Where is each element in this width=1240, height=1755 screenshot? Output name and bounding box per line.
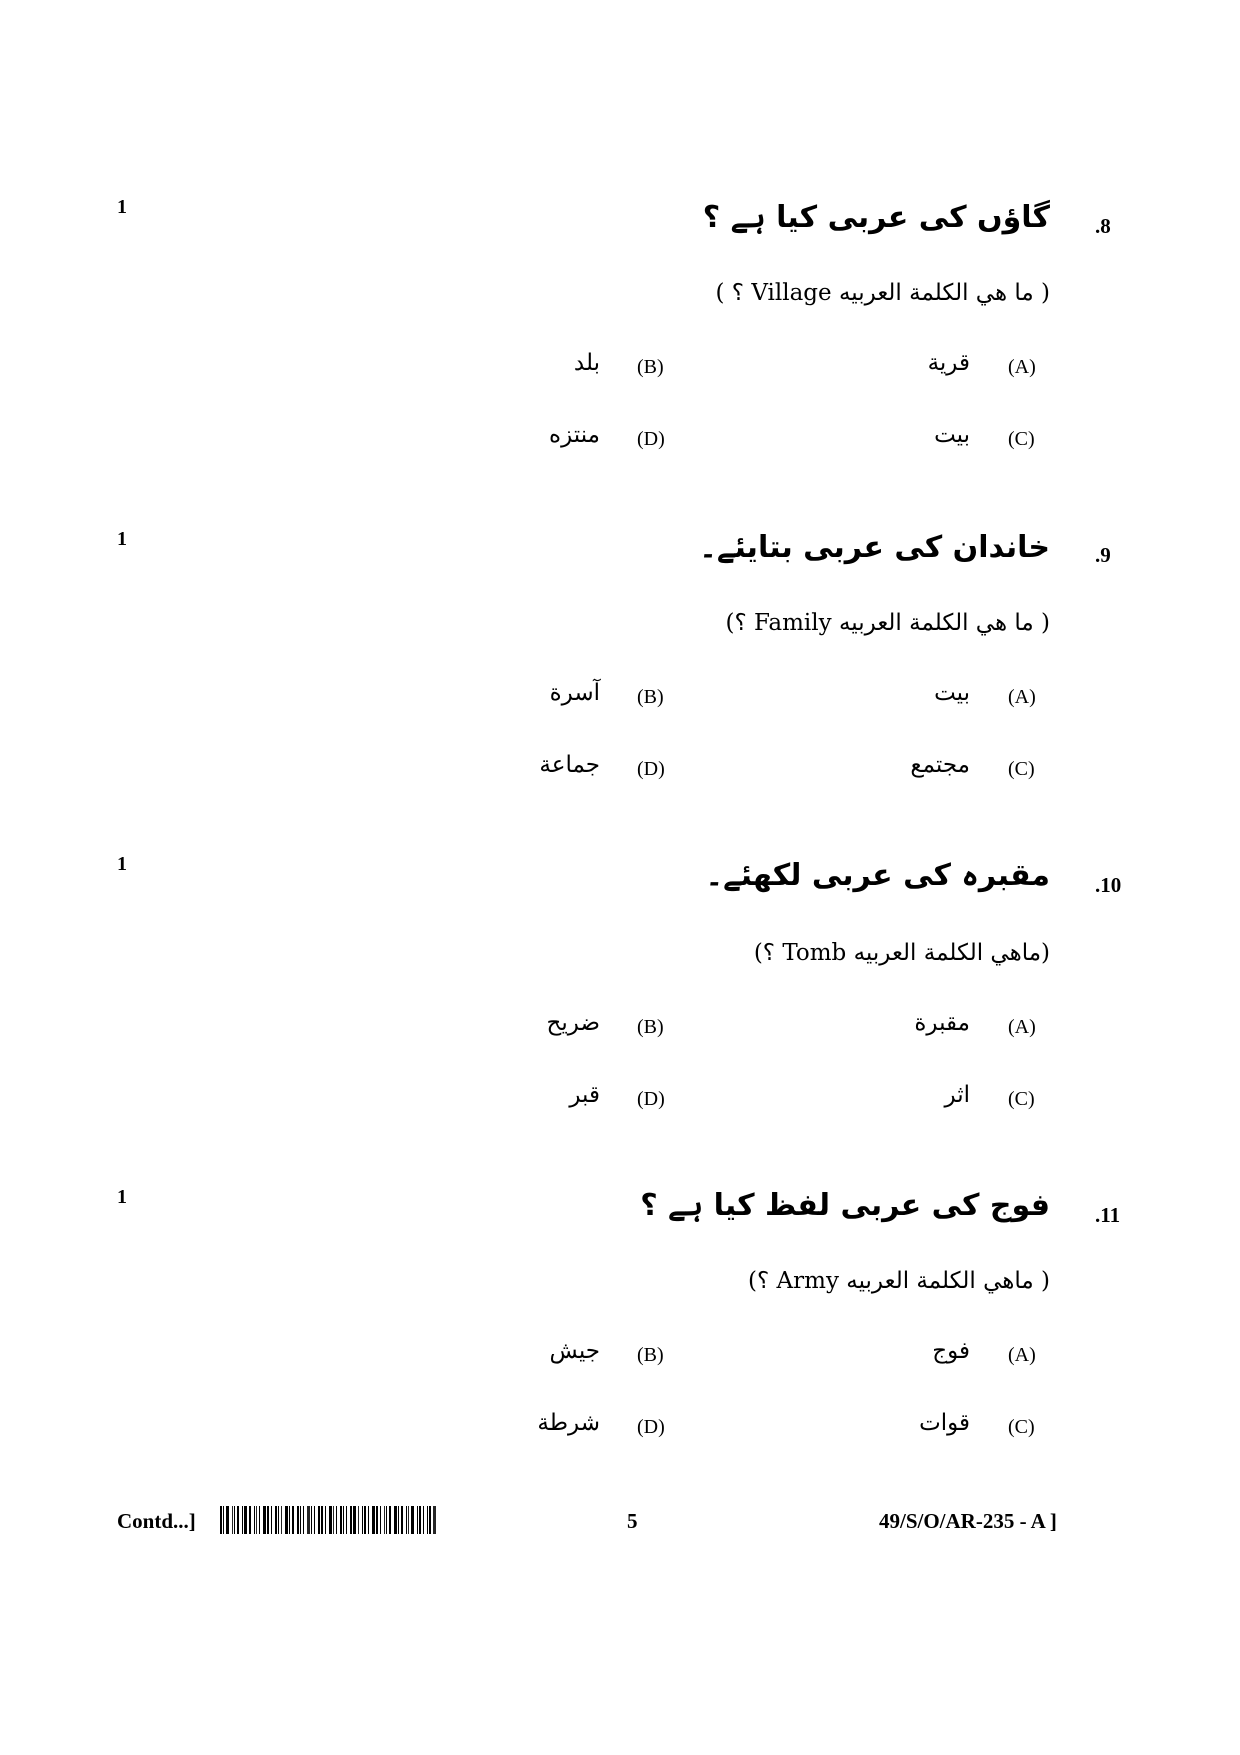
- option-text: قرية: [927, 350, 970, 376]
- barcode-bar: [364, 1506, 366, 1534]
- barcode-bar: [303, 1506, 304, 1534]
- barcode-bar: [289, 1506, 290, 1534]
- option-label: (C): [1008, 758, 1035, 780]
- option-text: قوات: [919, 1410, 970, 1436]
- barcode-bar: [259, 1506, 260, 1534]
- barcode-bar: [353, 1506, 356, 1534]
- option-text: آسرة: [549, 680, 600, 706]
- barcode-bar: [254, 1506, 255, 1534]
- option-label: (D): [637, 1416, 665, 1438]
- option-label: (B): [637, 1016, 664, 1038]
- barcode-bar: [372, 1506, 375, 1534]
- barcode-bar: [427, 1506, 428, 1534]
- barcode-bar: [329, 1506, 332, 1534]
- question-number: .11: [1095, 1203, 1121, 1227]
- question-arabic-text: ( ماهي الكلمة العربيه Army ؟): [748, 1268, 1050, 1294]
- barcode-bar: [223, 1506, 224, 1534]
- option-text: فوج: [932, 1338, 970, 1364]
- barcode-bar: [311, 1506, 312, 1534]
- question-urdu-text: خاندان کی عربی بتایئے۔: [699, 530, 1050, 565]
- option-text: اثر: [944, 1082, 970, 1108]
- barcode-bar: [336, 1506, 337, 1534]
- option-text: قبر: [569, 1082, 600, 1108]
- barcode-bar: [419, 1506, 421, 1534]
- option-label: (B): [637, 686, 664, 708]
- barcode-bar: [411, 1506, 414, 1534]
- barcode-bar: [433, 1506, 436, 1534]
- barcode-bar: [237, 1506, 239, 1534]
- barcode-bar: [249, 1506, 251, 1534]
- barcode-bar: [244, 1506, 247, 1534]
- question-urdu-text: فوج کی عربی لفظ کیا ہے ؟: [640, 1188, 1050, 1223]
- barcode-bar: [314, 1506, 315, 1534]
- page-number: 5: [627, 1509, 638, 1533]
- option-text: شرطة: [537, 1410, 600, 1436]
- barcode-bar: [384, 1506, 385, 1534]
- barcode-bar: [401, 1506, 403, 1534]
- barcode-bar: [278, 1506, 279, 1534]
- option-text: مجتمع: [910, 752, 970, 778]
- barcode-bar: [271, 1506, 272, 1534]
- marks-label: 1: [117, 853, 127, 875]
- option-text: بيت: [934, 680, 970, 706]
- barcode-bar: [394, 1506, 397, 1534]
- marks-label: 1: [117, 1186, 127, 1208]
- barcode-bar: [292, 1506, 294, 1534]
- barcode-bar: [226, 1506, 229, 1534]
- question-number: .8: [1095, 214, 1111, 238]
- barcode-bar: [281, 1506, 282, 1534]
- barcode-bar: [333, 1506, 334, 1534]
- option-label: (D): [637, 428, 665, 450]
- barcode-bar: [417, 1506, 418, 1534]
- marks-label: 1: [117, 528, 127, 550]
- barcode-bar: [321, 1506, 323, 1534]
- option-text: منتزه: [549, 422, 600, 448]
- option-label: (A): [1008, 356, 1036, 378]
- barcode: [220, 1506, 560, 1534]
- barcode-bar: [242, 1506, 243, 1534]
- barcode-bar: [325, 1506, 326, 1534]
- option-text: بلد: [573, 350, 600, 376]
- option-text: جماعة: [539, 752, 600, 778]
- barcode-bar: [358, 1506, 359, 1534]
- question-number: .9: [1095, 543, 1111, 567]
- question-urdu-text: گاؤں کی عربی کیا ہے ؟: [702, 200, 1050, 235]
- paper-code: 49/S/O/AR-235 - A ]: [879, 1509, 1057, 1533]
- contd-label: Contd...]: [117, 1509, 196, 1533]
- option-label: (B): [637, 1344, 664, 1366]
- option-text: مقبرة: [914, 1010, 970, 1036]
- option-label: (A): [1008, 1016, 1036, 1038]
- option-text: بيت: [934, 422, 970, 448]
- option-text: جيش: [549, 1338, 600, 1364]
- barcode-bar: [297, 1506, 299, 1534]
- barcode-bar: [340, 1506, 342, 1534]
- barcode-bar: [263, 1506, 266, 1534]
- option-text: ضريح: [546, 1010, 600, 1036]
- option-label: (A): [1008, 1344, 1036, 1366]
- barcode-bar: [343, 1506, 344, 1534]
- marks-label: 1: [117, 196, 127, 218]
- barcode-bar: [386, 1506, 387, 1534]
- question-number: .10: [1095, 873, 1122, 897]
- barcode-bar: [234, 1506, 235, 1534]
- option-label: (A): [1008, 686, 1036, 708]
- barcode-bar: [232, 1506, 233, 1534]
- barcode-bar: [300, 1506, 301, 1534]
- question-arabic-text: (ماهي الكلمة العربيه Tomb ؟): [753, 940, 1050, 966]
- barcode-bar: [376, 1506, 378, 1534]
- question-arabic-text: ( ما هي الكلمة العربيه Village ؟ ): [715, 280, 1050, 306]
- question-arabic-text: ( ما هي الكلمة العربيه Family ؟): [725, 610, 1050, 636]
- option-label: (B): [637, 356, 664, 378]
- barcode-bar: [275, 1506, 277, 1534]
- barcode-bar: [380, 1506, 381, 1534]
- option-label: (C): [1008, 428, 1035, 450]
- barcode-bar: [285, 1506, 288, 1534]
- barcode-bar: [423, 1506, 424, 1534]
- barcode-bar: [318, 1506, 320, 1534]
- barcode-bar: [406, 1506, 407, 1534]
- barcode-bar: [220, 1506, 222, 1534]
- option-label: (C): [1008, 1416, 1035, 1438]
- barcode-bar: [362, 1506, 363, 1534]
- barcode-bar: [346, 1506, 347, 1534]
- barcode-bar: [350, 1506, 352, 1534]
- option-label: (C): [1008, 1088, 1035, 1110]
- barcode-bar: [368, 1506, 369, 1534]
- barcode-bar: [398, 1506, 399, 1534]
- barcode-bar: [389, 1506, 391, 1534]
- barcode-bar: [267, 1506, 269, 1534]
- barcode-bar: [408, 1506, 409, 1534]
- barcode-bar: [307, 1506, 310, 1534]
- barcode-bar: [256, 1506, 257, 1534]
- question-urdu-text: مقبرہ کی عربی لکھئے۔: [705, 858, 1050, 893]
- barcode-bar: [429, 1506, 431, 1534]
- option-label: (D): [637, 758, 665, 780]
- option-label: (D): [637, 1088, 665, 1110]
